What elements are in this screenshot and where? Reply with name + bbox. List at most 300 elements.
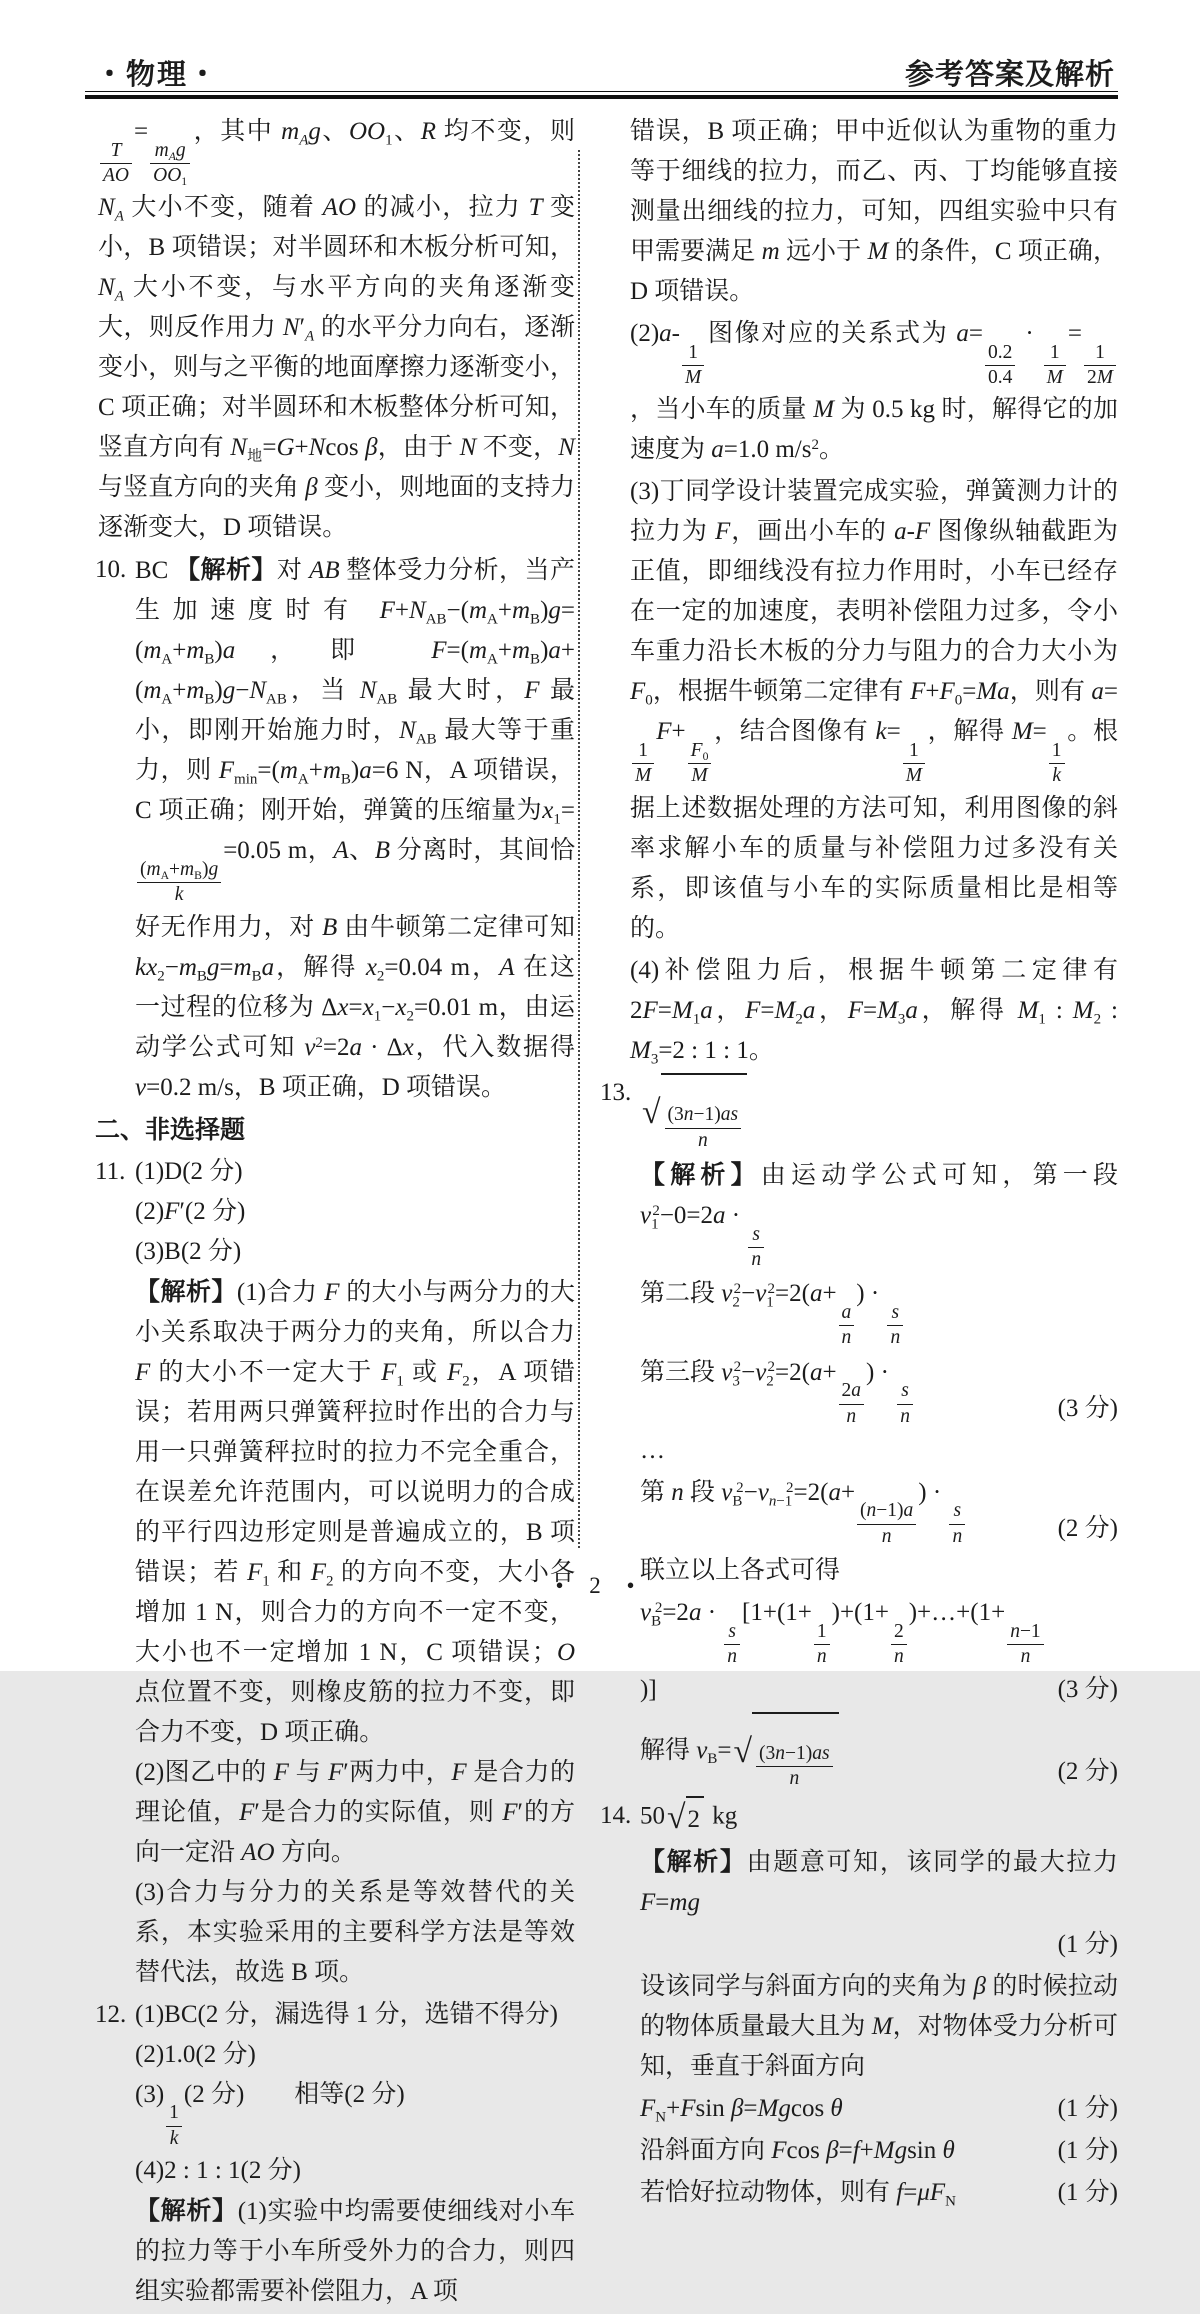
math-variable: F (502, 1798, 518, 1826)
fraction (949, 1499, 965, 1549)
subscript: N (655, 2109, 667, 2126)
math-variable: a (841, 1301, 852, 1323)
math-variable: M (867, 238, 889, 265)
paragraph: 联立以上各式可得 (640, 1557, 841, 1585)
subscript: 1 (181, 175, 188, 189)
item-number: 10. (95, 556, 127, 584)
radicand: 2 (686, 1796, 705, 1840)
fraction (897, 1379, 913, 1429)
paragraph: (4)2 : 1 : 1(2 分) (135, 2156, 301, 2184)
math-variable: m (511, 597, 531, 625)
math-variable: F (218, 757, 235, 785)
paragraph: 50 √ 2 kg (640, 1796, 1118, 1840)
math-variable: n (1010, 1620, 1020, 1642)
math-variable: n (768, 1493, 777, 1510)
math-variable: A (114, 208, 124, 225)
item-number: 13. (600, 1078, 632, 1106)
fraction-numerator (887, 1301, 903, 1325)
fraction (891, 1620, 907, 1670)
fraction (665, 1103, 742, 1153)
fraction-numerator (897, 1379, 913, 1403)
math-variable: F (524, 677, 540, 705)
fraction-numerator: $(m_A+m_B)g$ (140, 858, 219, 882)
subscript: B (530, 611, 541, 628)
math-variable: m (186, 637, 205, 665)
math-variable: β (973, 1972, 986, 2000)
fraction (632, 739, 654, 789)
fraction-numerator (949, 1499, 965, 1523)
score-label: (1 分) (1057, 2178, 1118, 2206)
subscript: B (251, 967, 262, 984)
math-variable: F (642, 996, 658, 1024)
math-variable: x (542, 797, 554, 825)
math-variable: n (841, 1327, 852, 1349)
math-variable: M (1011, 718, 1033, 746)
math-variable: M (630, 1036, 651, 1064)
item-content (640, 1073, 1118, 1794)
subscript: 0 (702, 749, 709, 763)
math-variable: a (828, 1478, 841, 1506)
subscript: 2 (157, 967, 165, 984)
paragraph: … (640, 1436, 665, 1464)
math-variable: s (901, 1380, 909, 1402)
fraction (166, 2101, 182, 2151)
math-variable: F (640, 2094, 656, 2122)
subscript: A (160, 868, 170, 882)
continuation-block (600, 112, 1118, 1071)
fraction (985, 341, 1015, 391)
subscript: 1 (766, 1294, 774, 1311)
math-variable: m (468, 597, 488, 625)
math-variable: N (399, 717, 416, 745)
math-variable: A (305, 328, 315, 345)
math-variable: a (894, 518, 907, 546)
left-column (95, 112, 575, 2314)
math-variable: a (349, 1033, 363, 1061)
math-variable: v (755, 1358, 767, 1386)
subscript: 1 (651, 1216, 659, 1233)
math-variable: β (305, 474, 318, 502)
math-variable: m (279, 757, 298, 785)
paragraph: (1)D(2 分) (135, 1157, 243, 1185)
math-variable: F (164, 1197, 180, 1225)
math-variable: m (146, 858, 161, 880)
subscript: 1 (262, 1572, 270, 1589)
paragraph (640, 1353, 1118, 1429)
math-variable: n (1020, 1646, 1031, 1668)
math-variable: a (659, 320, 672, 347)
math-variable: M (1017, 996, 1039, 1024)
math-variable: M (671, 996, 693, 1024)
math-variable: g (206, 953, 220, 981)
fraction (1084, 341, 1116, 391)
fraction-denominator (1049, 763, 1065, 788)
fraction (150, 139, 190, 189)
math-variable: n (697, 1129, 708, 1151)
fraction-denominator (857, 1524, 916, 1549)
item-content (640, 1796, 1118, 2215)
math-variable: M (1072, 996, 1094, 1024)
paragraph: (2)a- $\frac{1}{M}$ 图像对应的关系式为 a= $\frac{0.2}{0.4}$ · $\frac{1}{M}$ = $\frac{1}{2M}$ ，当小车的质量 M 为 0.5 kg 时，解得它的加速度为 a=1.0 $m/s^2$。 (630, 320, 1118, 464)
math-variable: M (871, 2012, 893, 2040)
math-variable: m (154, 139, 169, 161)
fraction (137, 858, 221, 908)
math-variable: s (953, 1500, 962, 1522)
fraction-denominator (903, 763, 925, 788)
subscript: min (234, 771, 258, 788)
subscript: B (196, 967, 207, 984)
paragraph: (1)BC(2 分，漏选得 1 分，选错不得分) (135, 2000, 558, 2028)
math-variable: θ (942, 2136, 955, 2164)
fraction-denominator (1044, 365, 1066, 390)
subscript: B (707, 1750, 718, 1767)
fraction (839, 1301, 855, 1351)
math-variable: Mg (757, 2094, 791, 2122)
math-variable: n (890, 1327, 901, 1349)
math-variable: m (511, 637, 531, 665)
math-variable: k (875, 718, 887, 746)
subscript: 3 (732, 1372, 740, 1389)
fraction-denominator (756, 1766, 833, 1791)
math-variable: n (866, 1500, 877, 1522)
column-divider (578, 150, 580, 1548)
math-variable: F (939, 678, 955, 706)
square-root (734, 1712, 839, 1792)
math-variable: n (775, 1743, 786, 1765)
math-variable: a (700, 996, 713, 1024)
math-variable: f (896, 2178, 904, 2206)
math-variable: F (246, 1558, 263, 1586)
fraction-numerator: (n−1)a (860, 1500, 914, 1522)
math-variable: a (809, 1280, 823, 1308)
math-variable: F (715, 518, 731, 546)
math-variable: F (745, 996, 761, 1024)
math-variable: n (893, 1646, 904, 1668)
fraction-numerator: n−1 (1010, 1620, 1041, 1642)
math-variable: m (180, 858, 195, 880)
fraction-denominator (1007, 1644, 1044, 1669)
math-variable: v (757, 1478, 769, 1506)
bold-label: 【解析】 (175, 556, 277, 585)
subscript: 1 (373, 1007, 382, 1024)
math-variable: M (813, 396, 835, 424)
bold-label: 【解析】 (135, 1277, 237, 1306)
math-variable: a (713, 1201, 726, 1229)
fraction-denominator (748, 1247, 764, 1272)
score-label: (1 分) (1057, 2136, 1118, 2164)
fraction-numerator (839, 1301, 855, 1325)
formula: 第三段 $v_3^2-v_2^2=2(a+$ $\frac{2a}{n}$ ) · $\frac{s}{n}$ (640, 1353, 1050, 1429)
subscript: 1 (396, 1372, 404, 1389)
math-variable: M (1096, 366, 1113, 388)
paragraph: BC 【解析】对 AB 整体受力分析，当产生加速度时有 $F+N_{AB}-(m_A+m_B)g=(m_A+m_B)a$，即 $F=(m_A+m_B)a+(m_A+m_B)g-N_{AB}$，当 $N_{AB}$ 最大时，F 最小，即刚开始施力时，$N_{AB}$ 最大等于重力，则 $F_{min}=(m_A+m_B)a=6$ N，A 项错误，C 项正确；刚开始，弹簧的压缩量为$x_1=$ $\frac{(m_A+m_B)g}{k}$ =0.05 m，A、B 分离时，其间恰好无作用力，对 B 由牛顿第二定律可知 $kx_2-m_Bg=m_Ba$，解得 $x_2=0.04$ m，A 在这一过程的位移为 $\Delta x=x_1-x_2=0.01$ m，由运动学公式可知 $v^2=2a \cdot \Delta x$，代入数据得 v=0.2 m/s，B 项正确，D 项错误。 (135, 556, 576, 1101)
superscript: 2 (767, 1281, 775, 1297)
fraction-numerator (688, 739, 712, 763)
math-variable: as (720, 1104, 739, 1126)
math-variable: G (276, 434, 295, 462)
fraction (839, 1379, 865, 1429)
paragraph: 设该同学与斜面方向的夹角为 β 的时候拉动的物体质量最大且为 M，对物体受力分析可知，垂直于斜面方向 (640, 1972, 1118, 2080)
fraction-denominator (100, 163, 132, 188)
paragraph (640, 1712, 1118, 1792)
subscript: B (204, 691, 215, 708)
radical-sign: √ (667, 1798, 686, 1836)
formula: $v_B^2=2a$ · $\frac{s}{n}$ [1+(1+ $\frac{1}{n}$ )+(1+ $\frac{2}{n}$ )+…+(1+ $\frac{n-1}{n}$ )] (640, 1593, 1050, 1709)
math-variable: F (680, 2094, 696, 2122)
math-variable: N (249, 677, 267, 705)
subscript: 1 (692, 1010, 701, 1027)
fraction-denominator (724, 1644, 740, 1669)
paragraph (640, 2173, 1118, 2213)
math-variable: R (420, 118, 436, 145)
score-label: (3 分) (1057, 1675, 1118, 1703)
score-label: (1 分) (1057, 2094, 1118, 2122)
fraction-numerator: 2a (841, 1380, 862, 1402)
fraction (756, 1742, 833, 1792)
math-variable: a (903, 1500, 914, 1522)
math-variable: n (727, 1646, 738, 1668)
math-variable: F (135, 1358, 151, 1386)
math-variable: N (558, 434, 575, 462)
math-variable: F (379, 597, 395, 625)
math-variable: N (282, 314, 300, 342)
page-number: • 2 • (555, 1573, 645, 1598)
superscript: 2 (654, 1599, 663, 1616)
fraction-denominator (682, 365, 704, 390)
math-variable: F (239, 1798, 255, 1826)
math-variable: Ma (976, 678, 1010, 706)
math-variable: v (696, 1736, 708, 1764)
subscript: N (945, 2193, 956, 2210)
fraction (1044, 341, 1066, 391)
math-variable: M (905, 765, 922, 787)
paragraph: (3)合力与分力的关系是等效替代的关系，本实验采用的主要科学方法是等效替代法，故选 B 项。 (135, 1878, 575, 1986)
subscript: 0 (954, 692, 963, 709)
superscript: 2 (733, 1281, 742, 1297)
subscript: 0 (645, 692, 653, 709)
math-variable: a (261, 953, 275, 981)
header-rule-thin (85, 91, 1118, 92)
math-variable: v (721, 1280, 733, 1308)
math-variable: x (402, 1033, 414, 1061)
math-variable: a (851, 1380, 862, 1402)
math-variable: g (175, 139, 186, 161)
math-variable: N (409, 597, 426, 625)
math-variable: m (178, 953, 197, 981)
math-variable: N (98, 274, 115, 302)
math-variable: m (761, 238, 780, 265)
paragraph: (3)B(2 分) (135, 1237, 242, 1265)
math-variable: A (299, 132, 309, 149)
subscript: 2 (406, 1007, 414, 1024)
square-root (642, 1073, 747, 1153)
math-variable: g (222, 677, 236, 705)
math-variable: k (1052, 765, 1061, 787)
math-variable: a (359, 757, 372, 785)
math-variable: A (168, 149, 176, 163)
math-variable: B (322, 913, 338, 941)
paragraph (640, 2131, 1118, 2171)
paragraph: 【解析】(1)合力 F 的大小与两分力的大小关系取决于两分力的夹角，所以合力 F 的大小不一定大于 $F_1$ 或 $F_2$，A 项错误；若用两只弹簧秤拉时作出的合力与用一只弹簧秤拉时的拉力不完全重合，在误差允许范围内，可以说明力的合成的平行四边形定则是普遍成立的，B 项错误；若 $F_1$ 和 $F_2$ 的方向不变，大小各增加 1 N，则合力的方向不一定不变，大小也不一定增加 1 N，C 项错误；O 点位置不变，则橡皮筋的拉力不变，即合力不变，D 项正确。 (135, 1277, 575, 1746)
fraction (887, 1301, 903, 1351)
math-variable: N (459, 434, 477, 462)
math-variable: T (110, 139, 122, 161)
item-number: 14. (600, 1801, 632, 1829)
subscript: 3 (650, 1050, 659, 1067)
subscript: 1 (385, 132, 393, 149)
math-variable: x (337, 993, 349, 1021)
superscript: 2 (811, 437, 819, 454)
math-variable: F (327, 1758, 344, 1786)
continuation-block (95, 112, 575, 548)
subscript: A (487, 611, 498, 628)
subscript: 2 (1093, 1010, 1102, 1027)
math-variable: M (635, 765, 652, 787)
math-variable: F (310, 1558, 326, 1586)
paragraph: (2)1.0(2 分) (135, 2040, 256, 2068)
subscript: B (732, 1493, 743, 1510)
score-label: (1 分) (1057, 1930, 1118, 1958)
math-variable: n (751, 1248, 762, 1270)
subscript: 2 (325, 1572, 334, 1589)
bold-label: 【解析】 (640, 1847, 747, 1876)
fraction-numerator: (3n−1)as (759, 1743, 830, 1765)
subscript: AB (415, 731, 437, 748)
fraction-denominator (814, 1644, 830, 1669)
section-header (95, 1110, 575, 1150)
radicand (661, 1073, 748, 1153)
math-variable: F (324, 1278, 340, 1306)
superscript: 2 (652, 1202, 660, 1219)
math-variable: a (809, 1358, 823, 1386)
superscript: 2 (767, 1359, 775, 1376)
fraction-numerator: 0.2 (988, 341, 1013, 363)
math-variable: mg (669, 1888, 700, 1916)
math-variable: s (752, 1223, 761, 1245)
fraction-numerator: 1 (1051, 739, 1062, 761)
fraction-denominator (887, 1325, 903, 1350)
fraction-denominator (166, 2126, 182, 2151)
fraction-numerator: 1 (638, 739, 648, 761)
fraction (814, 1620, 830, 1670)
answer-item (600, 1796, 1118, 2215)
fraction-numerator: (3n−1)as (667, 1104, 739, 1126)
subscript: 地 (246, 448, 263, 465)
fraction-numerator (100, 139, 132, 163)
math-variable: n (671, 1478, 684, 1506)
math-variable: T (528, 194, 543, 222)
answer-item (600, 1073, 1118, 1794)
math-variable: x (362, 993, 374, 1021)
math-variable: F (771, 2136, 787, 2164)
fraction-numerator (748, 1223, 764, 1247)
subscript: 2 (732, 1294, 740, 1311)
score-label: (2 分) (1057, 1757, 1118, 1785)
subscript: AB (266, 691, 287, 708)
header-rule-thick (85, 95, 1118, 99)
math-variable: F (847, 996, 863, 1024)
math-variable: F (273, 1758, 289, 1786)
superscript: 2 (733, 1359, 742, 1376)
fraction-numerator: 1 (816, 1620, 827, 1642)
fraction-denominator (632, 763, 654, 788)
score-label: (3 分) (1057, 1394, 1118, 1422)
formula: 第 n 段 $v_B^2-v_{n-1}^2=2(a+$ $\frac{(n-1)a}{n}$ ) · $\frac{s}{n}$ (640, 1473, 1050, 1549)
fraction-denominator: 0.4 (985, 365, 1015, 390)
fraction-numerator: 2 (893, 1620, 904, 1642)
math-variable: k (169, 2127, 179, 2149)
answer-item (95, 1995, 575, 2312)
page-title: 参考答案及解析 (904, 59, 1115, 91)
paragraph (640, 2089, 1118, 2129)
fraction (748, 1223, 764, 1273)
fraction-denominator (150, 163, 190, 188)
paragraph: 二、非选择题 (95, 1115, 246, 1144)
math-variable: β (730, 2094, 744, 2122)
superscript: 2 (786, 1479, 794, 1496)
math-variable: n (683, 1104, 694, 1126)
math-variable: F (630, 678, 646, 706)
paragraph: (4)补偿阻力后，根据牛顿第二定律有 $2F=M_1a$，$F=M_2a$，$F=M_3a$，解得 $M_1$ : $M_2$ : $M_3=2$ : 1 : 1。 (630, 956, 1118, 1067)
subscript: B (204, 651, 215, 668)
subscript: A (487, 651, 498, 668)
subscript: B (651, 1613, 662, 1630)
subscript (115, 209, 124, 225)
radical-sign: √ (642, 1093, 661, 1131)
math-variable: AB (309, 557, 340, 585)
math-variable: f (852, 2136, 860, 2164)
subscript: B (194, 868, 202, 882)
subscript: B (340, 771, 351, 788)
math-variable: OO (153, 164, 182, 186)
paragraph (640, 1073, 1118, 1153)
paragraph: 【解析】由运动学公式可知，第一段 $v_1^2-0=2a$ · $\frac{s}{n}$ (640, 1155, 1118, 1272)
math-variable: v (640, 1599, 652, 1627)
math-variable: a (711, 436, 724, 464)
math-variable: a (956, 320, 969, 347)
superscript: 2 (736, 1479, 744, 1496)
math-variable: F (381, 1358, 397, 1386)
answer-item (95, 550, 575, 1107)
math-variable: m (233, 953, 252, 981)
math-variable: F (656, 718, 672, 746)
subscript: 2 (795, 1010, 803, 1027)
paragraph: (2)图乙中的 F 与 F′两力中，F 是合力的理论值，F′是合力的实际值，则 F′的方向一定沿 AO 方向。 (135, 1758, 575, 1866)
fraction-denominator (839, 1325, 855, 1350)
paragraph: (2)F′(2 分) (135, 1197, 246, 1225)
formula: 若恰好拉动物体，则有 $f=\mu F_N$ (640, 2178, 956, 2210)
math-variable: n (816, 1646, 827, 1668)
fraction-denominator (897, 1404, 913, 1429)
math-variable: O (556, 1638, 575, 1666)
subscript (169, 150, 176, 163)
subscript: AB (376, 691, 398, 708)
formula: 解得 $v_B=$ √ $\frac{(3n-1)as}{n}$ (640, 1712, 1050, 1792)
fraction-numerator: 1 (1095, 341, 1105, 363)
fraction-denominator: 2M (1084, 365, 1116, 390)
math-variable: N (98, 194, 115, 222)
fraction (682, 341, 704, 391)
paragraph: 【解析】(1)实验中均需要使细线对小车的拉力等于小车所受外力的合力，则四组实验都需要补偿阻力，A 项 (135, 2196, 575, 2305)
math-variable: F (914, 518, 931, 546)
math-variable: M (774, 996, 796, 1024)
subscript: 2 (766, 1372, 774, 1389)
fraction-denominator (839, 1404, 865, 1429)
fraction-denominator (949, 1524, 965, 1549)
math-variable: m (322, 757, 341, 785)
math-variable: v (640, 1201, 652, 1229)
item-content (135, 550, 575, 1107)
